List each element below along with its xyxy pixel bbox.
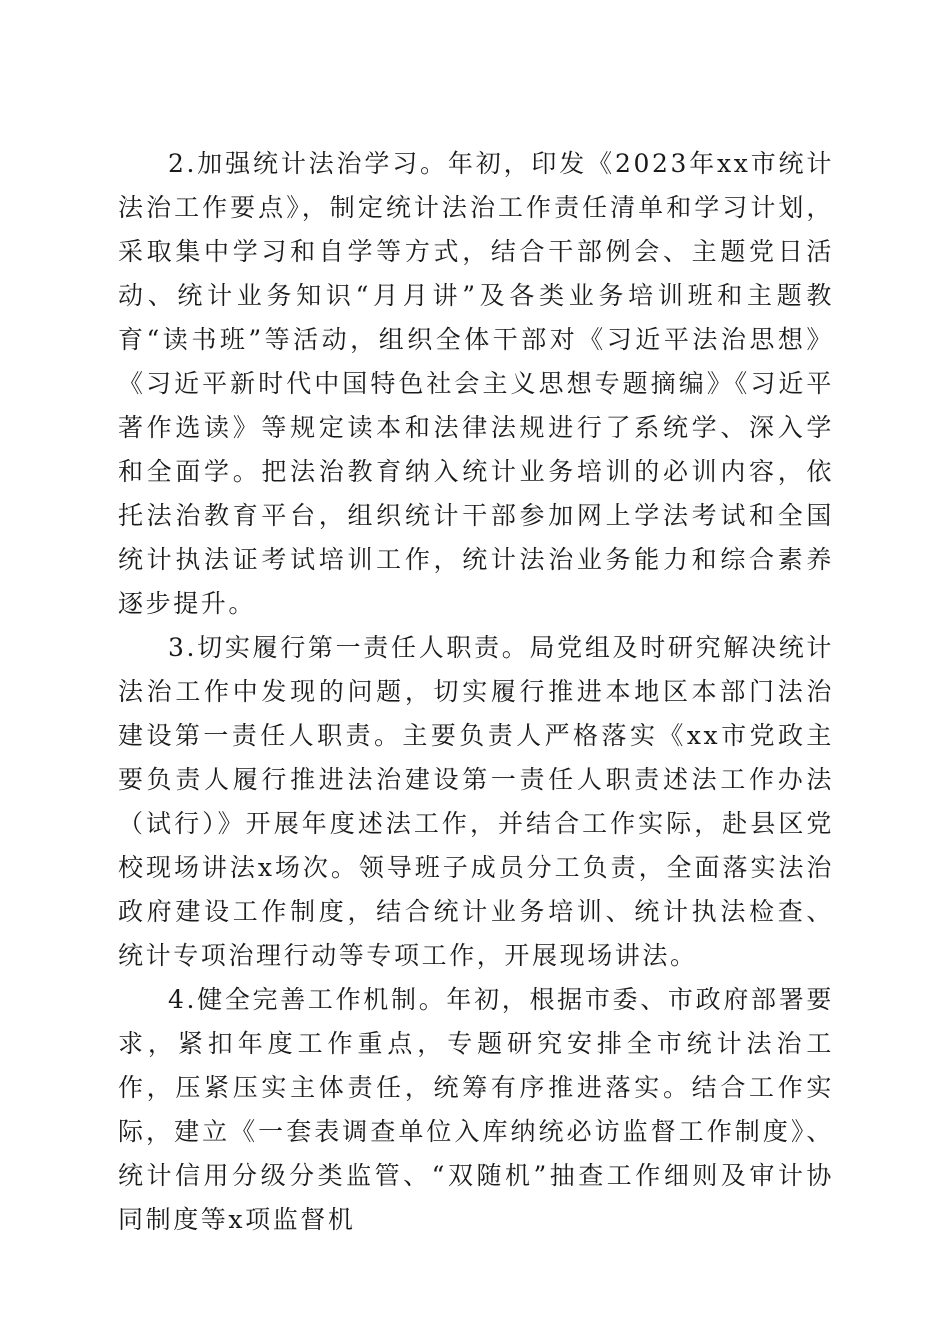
document-body	[118, 142, 834, 1242]
paragraph-2-statistics-law-study: 2.加强统计法治学习。年初，印发《2023年xx市统计法治工作要点》，制定统计法治工作责任清单和学习计划，采取集中学习和自学等方式，结合干部例会、主题党日活动、统计业务知识“月月讲”及各类业务培训班和主题教育“读书班”等活动，组织全体干部对《习近平法治思想》《习近平新时代中国特色社会主义思想专题摘编》《习近平著作选读》等规定读本和法律法规进行了系统学、深入学和全面学。把法治教育纳入统计业务培训的必训内容，依托法治教育平台，组织统计干部参加网上学法考试和全国统计执法证考试培训工作，统计法治业务能力和综合素养逐步提升。	[118, 149, 834, 618]
paragraph-4-work-mechanism: 4.健全完善工作机制。年初，根据市委、市政府部署要求，紧扣年度工作重点，专题研究安排全市统计法治工作，压紧压实主体责任，统筹有序推进落实。结合工作实际，建立《一套表调查单位入库纳统必访监督工作制度》、统计信用分级分类监管、“双随机”抽查工作细则及审计协同制度等x项监督机	[118, 985, 834, 1234]
paragraph-3-first-responsibility: 3.切实履行第一责任人职责。局党组及时研究解决统计法治工作中发现的问题，切实履行推进本地区本部门法治建设第一责任人职责。主要负责人严格落实《xx市党政主要负责人履行推进法治建设第一责任人职责述法工作办法（试行）》开展年度述法工作，并结合工作实际，赴县区党校现场讲法x场次。领导班子成员分工负责，全面落实法治政府建设工作制度，结合统计业务培训、统计执法检查、统计专项治理行动等专项工作，开展现场讲法。	[118, 633, 834, 970]
